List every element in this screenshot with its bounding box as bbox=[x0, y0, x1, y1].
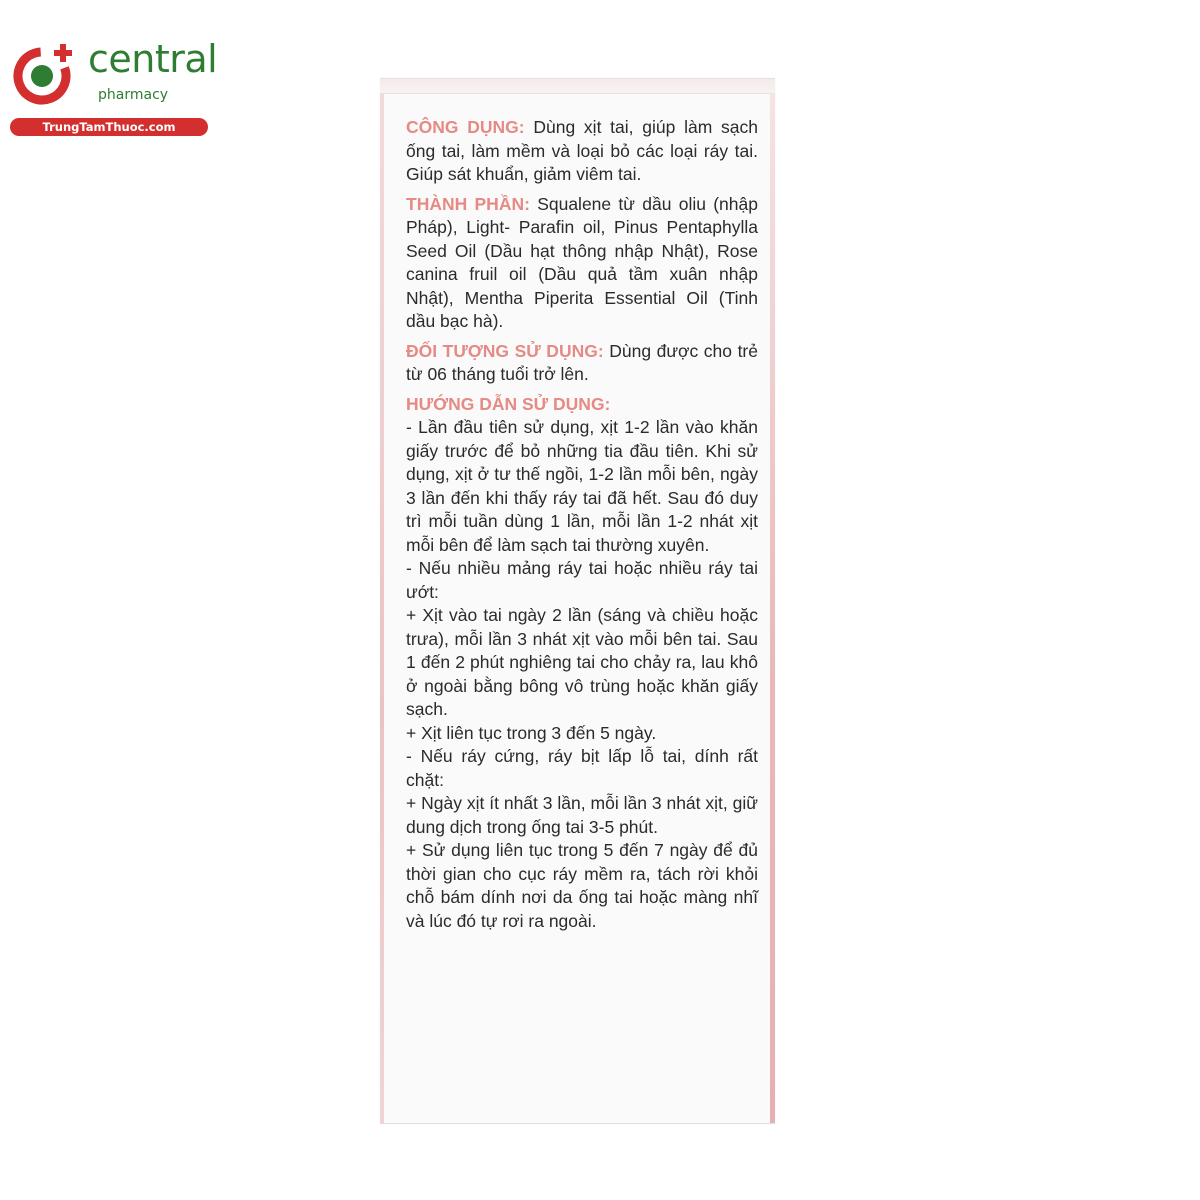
box-left-edge bbox=[380, 93, 384, 1123]
text-cong-dung: Dùng xịt tai, giúp làm sạch ống tai, làm mềm và loại bỏ các loại ráy tai. Giúp sát khuẩn, giảm viêm tai. bbox=[406, 117, 758, 184]
box-top-edge bbox=[380, 79, 775, 94]
instruction-item: - Lần đầu tiên sử dụng, xịt 1-2 lần vào khăn giấy trước để bỏ những tia đầu tiên. Khi sử dụng, xịt ở tư thế ngồi, 1-2 lần mỗi bên, ngày 3 lần đến khi thấy ráy tai đã hết. Sau đó duy trì mỗi tuần dùng 1 lần, mỗi lần 1-2 nhát xịt mỗi bên để làm sạch tai thường xuyên. bbox=[406, 417, 758, 555]
logo-mark-icon bbox=[10, 38, 80, 108]
heading-doi-tuong: ĐỐI TƯỢNG SỬ DỤNG: bbox=[406, 340, 604, 361]
label-text bbox=[406, 116, 758, 933]
text-thanh-phan: Squalene từ dầu oliu (nhập Pháp), Light- Parafin oil, Pinus Pentaphylla Seed Oil (Dầu hạt thông nhập Nhật), Rose canina fruil oil (Dầu quả tầm xuân nhập Nhật), Mentha Piperita Essential Oil (Tinh dầu bạc hà). bbox=[406, 193, 758, 331]
box-right-edge bbox=[770, 93, 775, 1123]
section-cong-dung bbox=[406, 116, 758, 187]
instruction-item: + Ngày xịt ít nhất 3 lần, mỗi lần 3 nhát xịt, giữ dung dịch trong ống tai 3-5 phút. bbox=[406, 793, 758, 837]
instruction-item: + Xịt vào tai ngày 2 lần (sáng và chiều hoặc trưa), mỗi lần 3 nhát xịt vào mỗi bên tai. Sau 1 đến 2 phút nghiêng tai cho chảy ra, lau khô ở ngoài bằng bông vô trùng hoặc khăn giấy sạch. bbox=[406, 605, 758, 719]
instruction-item: + Sử dụng liên tục trong 5 đến 7 ngày để đủ thời gian cho cục ráy mềm ra, tách rời khỏi chỗ bám dính nơi da ống tai hoặc màng nhĩ và lúc đó tự rơi ra ngoài. bbox=[406, 840, 758, 931]
heading-thanh-phan: THÀNH PHẦN: bbox=[406, 193, 530, 214]
logo-subtitle: pharmacy bbox=[98, 87, 169, 103]
instruction-item: + Xịt liên tục trong 3 đến 5 ngày. bbox=[406, 722, 657, 743]
section-doi-tuong bbox=[406, 340, 758, 387]
central-pharmacy-logo bbox=[10, 38, 220, 138]
logo-url-badge: TrungTamThuoc.com bbox=[10, 118, 208, 136]
heading-cong-dung: CÔNG DỤNG: bbox=[406, 117, 525, 137]
text-doi-tuong: Dùng được cho trẻ từ 06 tháng tuổi trở lên. bbox=[406, 340, 758, 384]
heading-huong-dan: HƯỚNG DẪN SỬ DỤNG: bbox=[406, 393, 611, 414]
logo-name: central bbox=[88, 37, 218, 81]
instruction-item: - Nếu ráy cứng, ráy bịt lấp lỗ tai, dính rất chặt: bbox=[406, 746, 758, 790]
section-thanh-phan bbox=[406, 193, 758, 334]
instruction-item: - Nếu nhiều mảng ráy tai hoặc nhiều ráy tai ướt: bbox=[406, 558, 758, 602]
